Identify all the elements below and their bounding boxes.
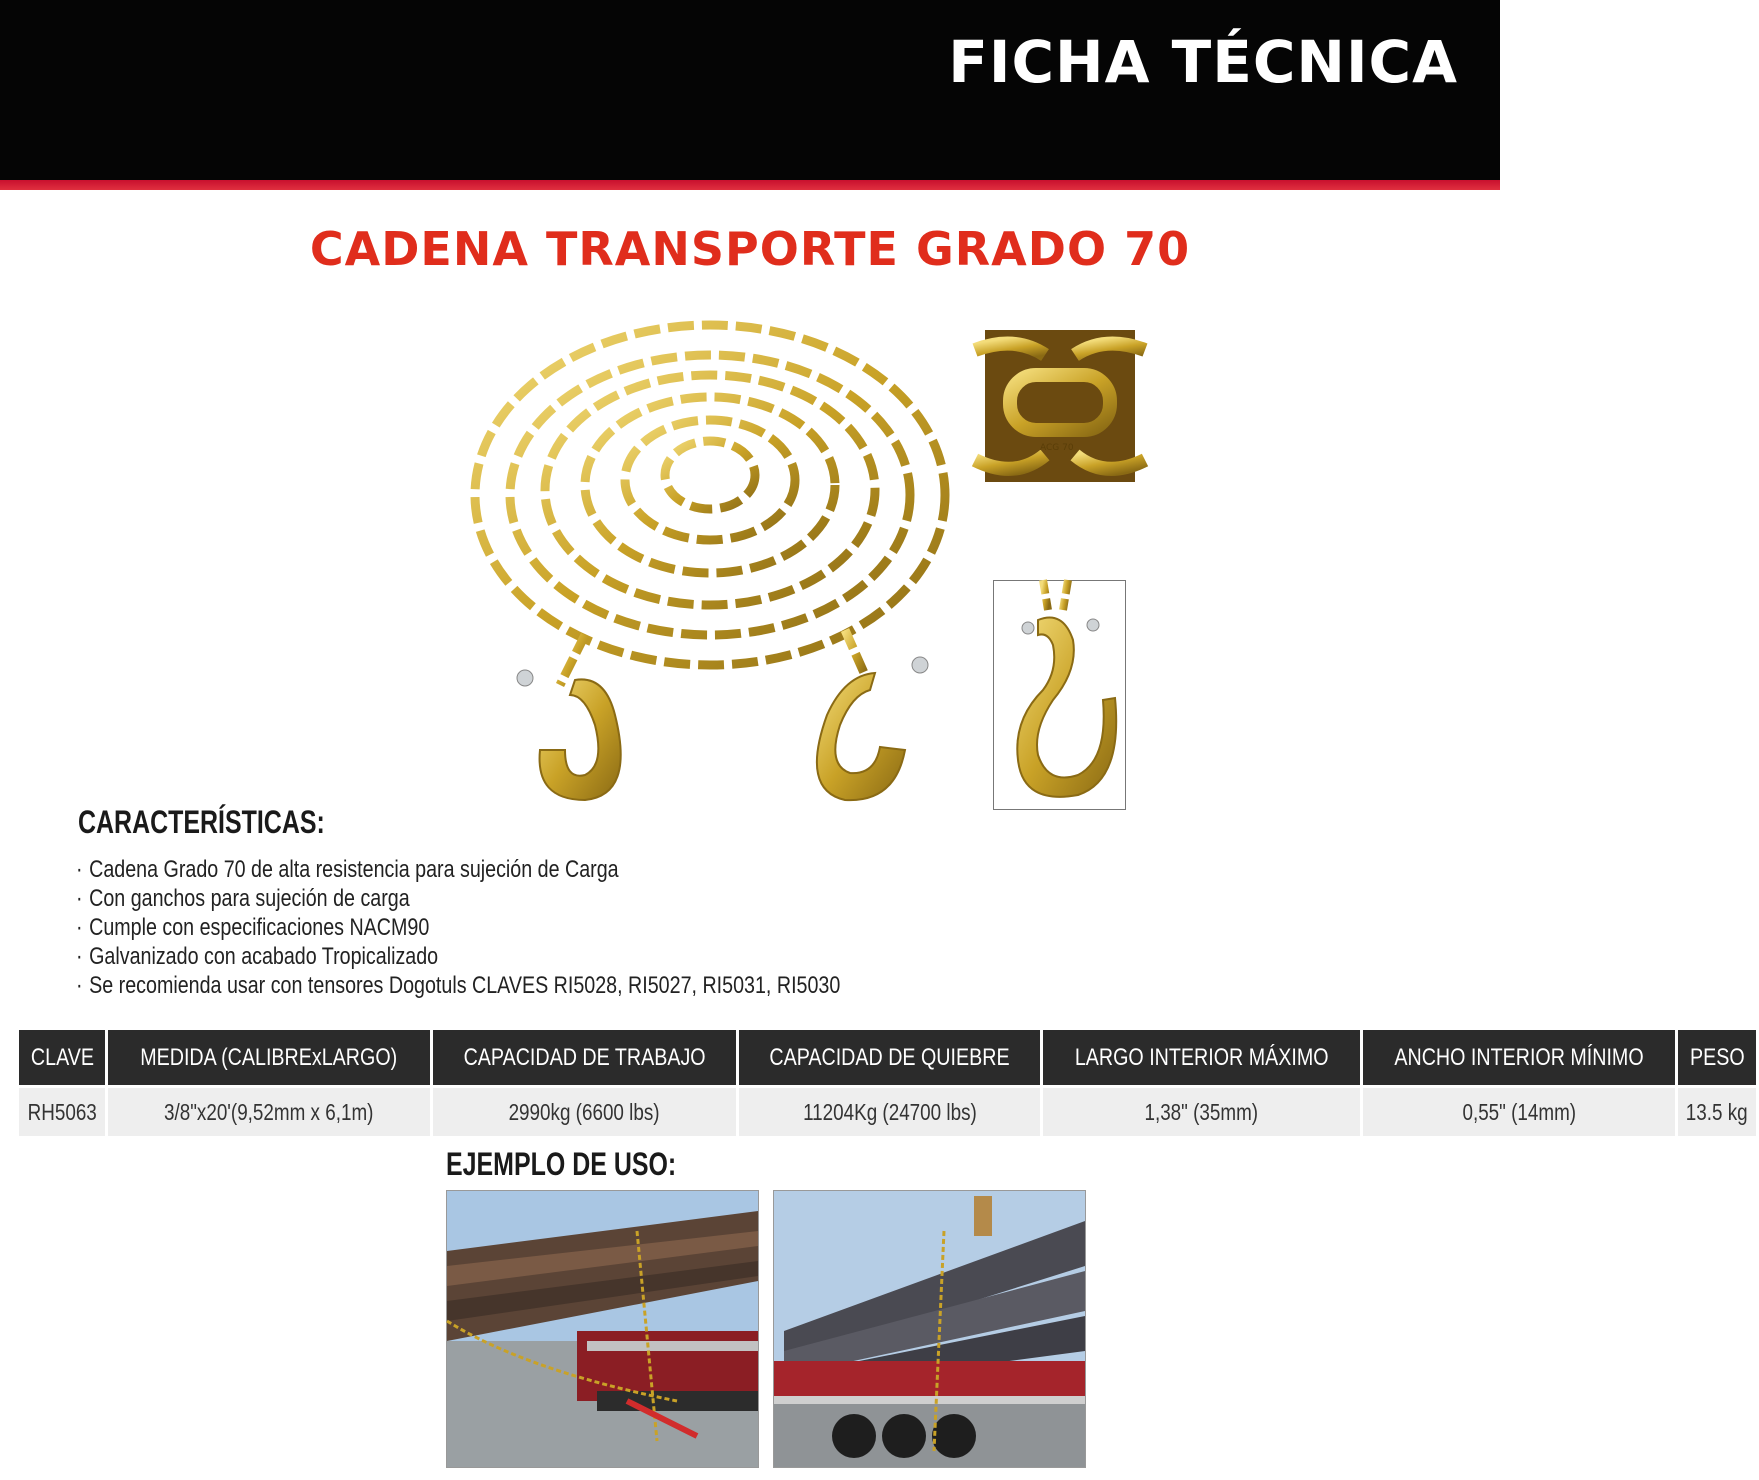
column-header: CAPACIDAD DE QUIEBRE <box>739 1030 1040 1088</box>
column-header: LARGO INTERIOR MÁXIMO <box>1043 1030 1360 1088</box>
table-row <box>19 1088 1756 1136</box>
table-cell: 3/8"x20'(9,52mm x 6,1m) <box>108 1088 429 1136</box>
table-cell: 0,55" (14mm) <box>1363 1088 1675 1136</box>
table-cell: 1,38" (35mm) <box>1043 1088 1360 1136</box>
product-title: CADENA TRANSPORTE GRADO 70 <box>309 222 1191 276</box>
table-header-row <box>19 1030 1756 1088</box>
column-header: CAPACIDAD DE TRABAJO <box>433 1030 736 1088</box>
table-cell: RH5063 <box>19 1088 105 1136</box>
list-item: · Cumple con especificaciones NACM90 <box>76 914 430 941</box>
chain-main-image <box>455 295 965 815</box>
list-item: · Con ganchos para sujeción de carga <box>76 885 410 912</box>
red-divider-stripe <box>0 180 1500 190</box>
usage-photo-1 <box>446 1190 759 1468</box>
chain-link-detail-image <box>985 330 1135 482</box>
list-item: · Cadena Grado 70 de alta resistencia para sujeción de Carga <box>76 856 619 883</box>
usage-photo-2 <box>773 1190 1086 1468</box>
table-cell: 11204Kg (24700 lbs) <box>739 1088 1040 1136</box>
list-item: · Galvanizado con acabado Tropicalizado <box>76 943 439 970</box>
column-header: MEDIDA (CALIBRExLARGO) <box>108 1030 429 1088</box>
usage-heading: EJEMPLO DE USO: <box>446 1146 677 1182</box>
characteristics-heading: CARACTERÍSTICAS: <box>78 804 325 840</box>
characteristics-list <box>76 855 1008 1000</box>
table-cell: 2990kg (6600 lbs) <box>433 1088 736 1136</box>
svg-text:ACG 70: ACG 70 <box>1040 443 1074 453</box>
table-cell: 13.5 kg <box>1678 1088 1755 1136</box>
column-header: PESO <box>1678 1030 1755 1088</box>
page-title: FICHA TÉCNICA <box>948 28 1458 96</box>
list-item: · Se recomienda usar con tensores Dogotuls CLAVES RI5028, RI5027, RI5031, RI5030 <box>76 972 841 999</box>
column-header: CLAVE <box>19 1030 105 1088</box>
hook-detail-image <box>993 580 1126 810</box>
spec-table <box>16 1030 1759 1136</box>
column-header: ANCHO INTERIOR MÍNIMO <box>1363 1030 1675 1088</box>
header-banner <box>0 0 1500 180</box>
